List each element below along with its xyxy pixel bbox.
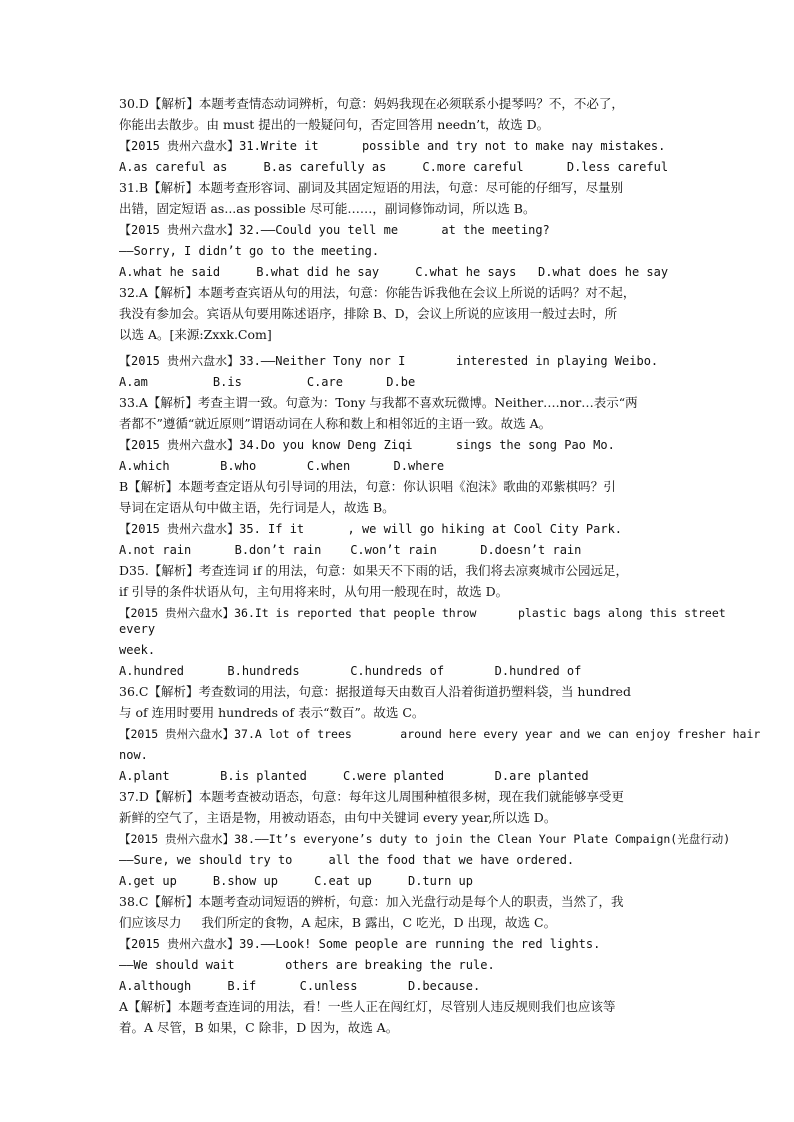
text-line: 31.B【解析】本题考查形容词、副词及其固定短语的用法，句意：尽可能的仔细写，尽量别 (119, 180, 624, 195)
text-line: D35.【解析】考查连词 if 的用法，句意：如果天不下雨的话，我们将去凉爽城市公园远足， (119, 563, 628, 578)
text-line: 37.D【解析】本题考查被动语态，句意：每年这儿周围种植很多树，现在我们就能够享受更 (119, 789, 624, 804)
options-line: A.what he said B.what did he say C.what he says D.what does he say (119, 265, 669, 279)
question-line: 【2015 贵州六盘水】33.——Neither Tony nor I interested in playing Weibo. (119, 354, 659, 368)
text-line: 出错，固定短语 as...as possible 尽可能……，副词修饰动词，所以选 B。 (119, 201, 536, 216)
text-line: 38.C【解析】本题考查动词短语的辨析，句意：加入光盘行动是每个人的职责，当然了，我 (119, 894, 624, 909)
text-line: 以选 A。[来源:Zxxk.Com] (119, 327, 272, 342)
question-line: now. (119, 748, 148, 762)
question-line: ——Sorry, I didn’t go to the meeting. (119, 244, 380, 258)
text-line: 者都不”遵循“就近原则”谓语动词在人称和数上和相邻近的主语一致。故选 A。 (119, 416, 552, 431)
options-line: A.as careful as B.as carefully as C.more careful D.less careful (119, 160, 669, 174)
options-line: A.am B.is C.are D.be (119, 375, 416, 389)
question-line: 【2015 贵州六盘水】37.A lot of trees around here every year and we can enjoy fresher hair (119, 727, 761, 741)
options-line: A.which B.who C.when D.where (119, 459, 445, 473)
question-line: 【2015 贵州六盘水】31.Write it possible and try not to make nay mistakes. (119, 139, 666, 153)
text-line: 你能出去散步。由 must 提出的一般疑问句，否定回答用 needn’t，故选 D。 (119, 117, 550, 132)
text-line: 们应该尽力 我们所定的食物，A 起床，B 露出，C 吃光，D 出现，故选 C。 (119, 915, 557, 930)
text-line: 30.D【解析】本题考查情态动词辨析，句意：妈妈我现在必须联系小提琴吗？不，不必了， (119, 96, 624, 111)
question-line: 【2015 贵州六盘水】36.It is reported that people throw plastic bags along this street (119, 606, 726, 620)
question-line: 【2015 贵州六盘水】32.——Could you tell me at the meeting? (119, 223, 550, 237)
text-line: 导词在定语从句中做主语，先行词是人，故选 B。 (119, 500, 395, 515)
text-line: 32.A【解析】本题考查宾语从句的用法，句意：你能告诉我他在会议上所说的话吗？对不起， (119, 285, 636, 300)
question-line: 【2015 贵州六盘水】39.——Look! Some people are running the red lights. (119, 937, 601, 951)
text-line: 着。A 尽管，B 如果，C 除非，D 因为，故选 A。 (119, 1020, 399, 1035)
options-line: A.not rain B.don’t rain C.won’t rain D.doesn’t rain (119, 543, 582, 557)
text-line: if 引导的条件状语从句，主句用将来时，从句用一般现在时，故选 D。 (119, 584, 509, 599)
options-line: A.although B.if C.unless D.because. (119, 979, 481, 993)
options-line: A.get up B.show up C.eat up D.turn up (119, 874, 474, 888)
text-line: 我没有参加会。宾语从句要用陈述语序，排除 B、D，会议上所说的应该用一般过去时，所 (119, 306, 618, 321)
question-line: every (119, 622, 156, 636)
question-line: 【2015 贵州六盘水】35. If it , we will go hiking at Cool City Park. (119, 522, 623, 536)
text-line: 36.C【解析】考查数词的用法，句意：据报道每天由数百人沿着街道扔塑料袋，当 hundred (119, 684, 631, 699)
question-line: ——We should wait others are breaking the rule. (119, 958, 495, 972)
text-line: 与 of 连用时要用 hundreds of 表示“数百”。故选 C。 (119, 705, 425, 720)
text-line: 新鲜的空气了，主语是物，用被动语态，由句中关键词 every year,所以选 D。 (119, 810, 557, 825)
question-line: 【2015 贵州六盘水】34.Do you know Deng Ziqi sings the song Pao Mo. (119, 438, 615, 452)
options-line: A.hundred B.hundreds C.hundreds of D.hundred of (119, 664, 582, 678)
text-line: 33.A【解析】考查主谓一致。句意为：Tony 与我都不喜欢玩微博。Neither….nor…表示“两 (119, 395, 638, 410)
text-line: B【解析】本题考查定语从句引导词的用法，句意：你认识唱《泡沫》歌曲的邓紫棋吗？引 (119, 479, 616, 494)
question-line: 【2015 贵州六盘水】38.——It’s everyone’s duty to join the Clean Your Plate Compaign(光盘行动) (119, 832, 731, 846)
question-line: ——Sure, we should try to all the food that we have ordered. (119, 853, 575, 867)
options-line: A.plant B.is planted C.were planted D.are planted (119, 769, 589, 783)
text-line: A【解析】本题考查连词的用法，看！一些人正在闯红灯，尽管别人违反规则我们也应该等 (119, 999, 616, 1014)
question-line: week. (119, 643, 156, 657)
